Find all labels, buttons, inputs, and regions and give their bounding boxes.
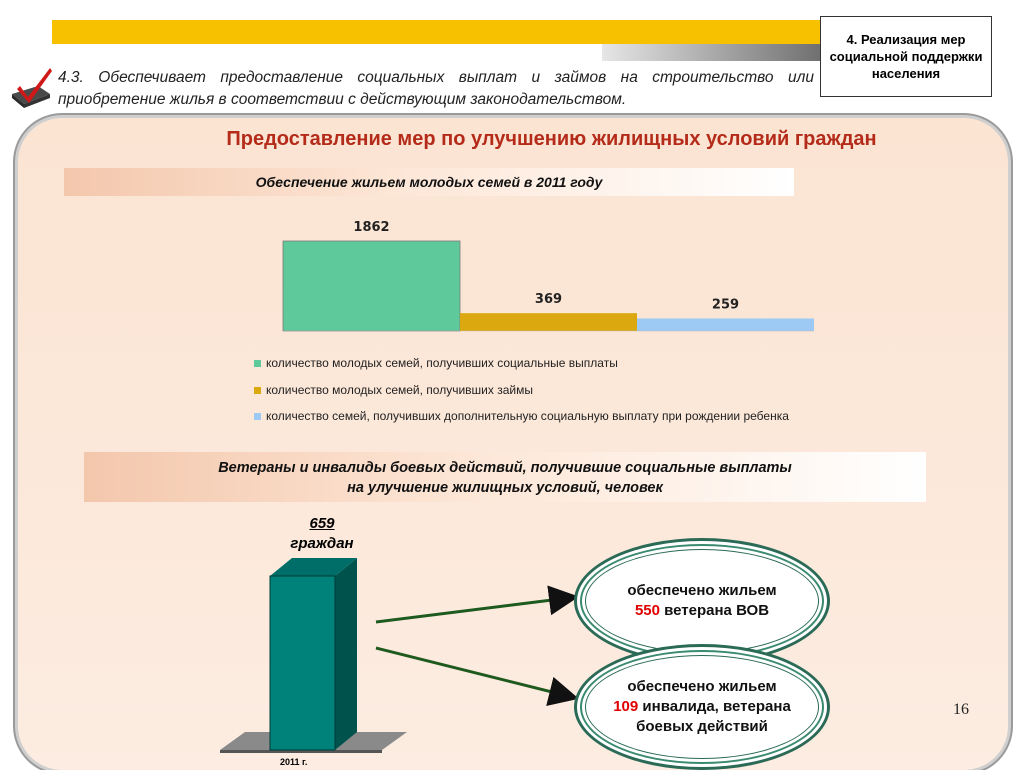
oval2-suffix2: боевых действий (636, 718, 768, 735)
combat-veterans-oval (574, 644, 830, 770)
oval1-number: 550 (634, 602, 660, 619)
bar-front (270, 576, 335, 750)
page-number: 16 (953, 701, 969, 718)
veterans-heading-line1: Ветераны и инвалиды боевых действий, получившие социальные выплаты (218, 460, 792, 476)
legend-swatch-1 (254, 360, 261, 367)
legend-label-1: количество молодых семей, получивших социальные выплаты (266, 356, 618, 370)
top-gradient-bar (602, 44, 822, 61)
section-label-box (820, 16, 992, 97)
oval1-prefix: обеспечено жильем (627, 582, 777, 599)
legend-label-2: количество молодых семей, получивших займы (266, 383, 533, 397)
arrow-to-oval2 (376, 648, 576, 698)
wwii-veterans-text (627, 581, 776, 621)
bar-2 (460, 313, 637, 331)
data-label-2: 369 (534, 292, 563, 308)
total-veterans-unit: граждан (290, 535, 354, 552)
top-accent-bar (52, 20, 822, 44)
bar-year-label: 2011 г. (280, 757, 308, 767)
connector-arrows (370, 560, 590, 720)
legend-item-1 (254, 356, 618, 370)
legend-label-3: количество семей, получивших дополнительную социальную выплату при рождении ребенка (266, 409, 789, 423)
legend-item-3 (254, 409, 789, 423)
legend-swatch-3 (254, 413, 261, 420)
chart1-heading: Обеспечение жильем молодых семей в 2011 году (64, 168, 794, 196)
checkmark-box-icon (8, 64, 54, 110)
veterans-heading-line2: на улучшение жилищных условий, человек (347, 480, 663, 496)
oval1-suffix: ветерана ВОВ (664, 602, 770, 619)
combat-veterans-text (613, 677, 791, 737)
arrow-to-oval1 (376, 597, 576, 622)
data-label-1: 1862 (353, 220, 390, 235)
section-subtitle: 4.3. Обеспечивает предоставление социальных выплат и займов на строительство или приобретение жилья в соответствии с действующим законодательством. (58, 69, 814, 108)
oval2-suffix: инвалида, ветерана (642, 698, 791, 715)
oval2-number: 109 (613, 698, 639, 715)
section-label: 4. Реализация мер социальной поддержки населения (829, 32, 983, 81)
bar-3 (637, 318, 814, 331)
young-families-bar-chart (230, 208, 870, 348)
legend-swatch-2 (254, 387, 261, 394)
veterans-heading (84, 452, 926, 502)
page-title (0, 128, 1023, 151)
oval2-prefix: обеспечено жильем (627, 678, 777, 695)
total-veterans-value: 659 (309, 515, 335, 532)
bar-side (335, 558, 357, 750)
total-veterans-label (272, 514, 372, 554)
bar-1 (283, 241, 460, 331)
legend-item-2 (254, 383, 533, 397)
page-title-text: Предоставление мер по улучшению жилищных условий граждан (226, 128, 877, 150)
data-label-3: 259 (711, 297, 740, 313)
